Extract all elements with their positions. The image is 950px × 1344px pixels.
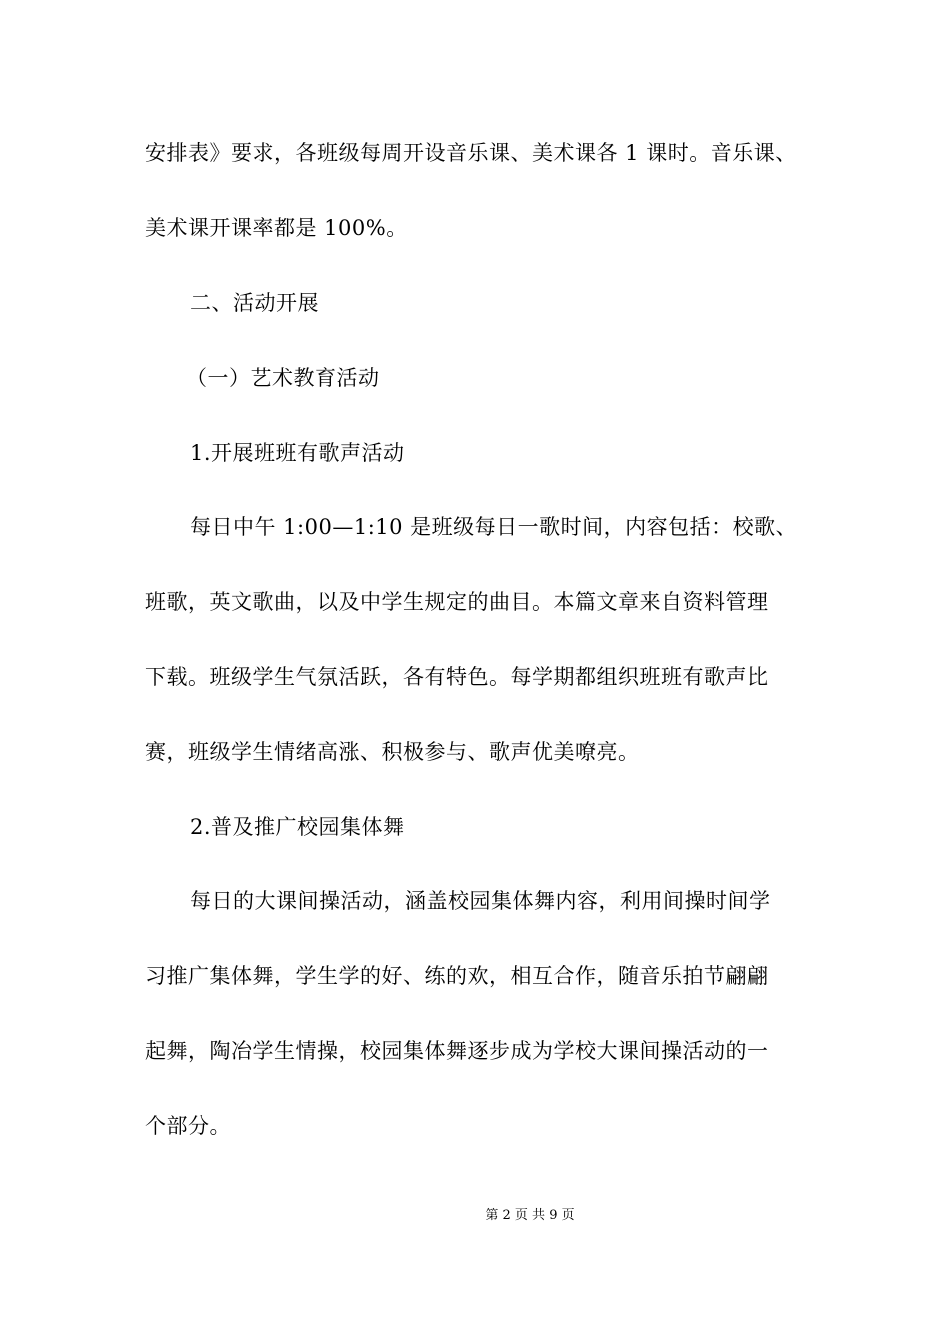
paragraph-line: 下载。班级学生气氛活跃，各有特色。每学期都组织班班有歌声比 bbox=[145, 665, 769, 689]
paragraph-line: 每日中午 1:00—1:10 是班级每日一歌时间，内容包括：校歌、 bbox=[190, 515, 798, 539]
paragraph-line: 习推广集体舞，学生学的好、练的欢，相互合作，随音乐拍节翩翩 bbox=[145, 964, 769, 988]
paragraph-line: 班歌，英文歌曲，以及中学生规定的曲目。本篇文章来自资料管理 bbox=[145, 590, 769, 614]
paragraph-line: 美术课开课率都是 100%。 bbox=[145, 216, 408, 240]
paragraph-line: 赛，班级学生情绪高涨、积极参与、歌声优美嘹亮。 bbox=[145, 740, 640, 764]
paragraph-line: 安排表》要求，各班级每周开设音乐课、美术课各 1 课时。音乐课、 bbox=[145, 141, 797, 165]
section-heading: 二、活动开展 bbox=[190, 291, 319, 315]
item-heading: 2.普及推广校园集体舞 bbox=[190, 815, 405, 839]
paragraph-line: 每日的大课间操活动，涵盖校园集体舞内容，利用间操时间学 bbox=[190, 889, 771, 913]
item-heading: 1.开展班班有歌声活动 bbox=[190, 441, 405, 465]
paragraph-line: 个部分。 bbox=[145, 1114, 231, 1138]
subsection-heading: （一）艺术教育活动 bbox=[186, 366, 380, 390]
page-number-footer: 第 2 页 共 9 页 bbox=[485, 1208, 575, 1223]
paragraph-line: 起舞，陶冶学生情操，校园集体舞逐步成为学校大课间操活动的一 bbox=[145, 1039, 769, 1063]
